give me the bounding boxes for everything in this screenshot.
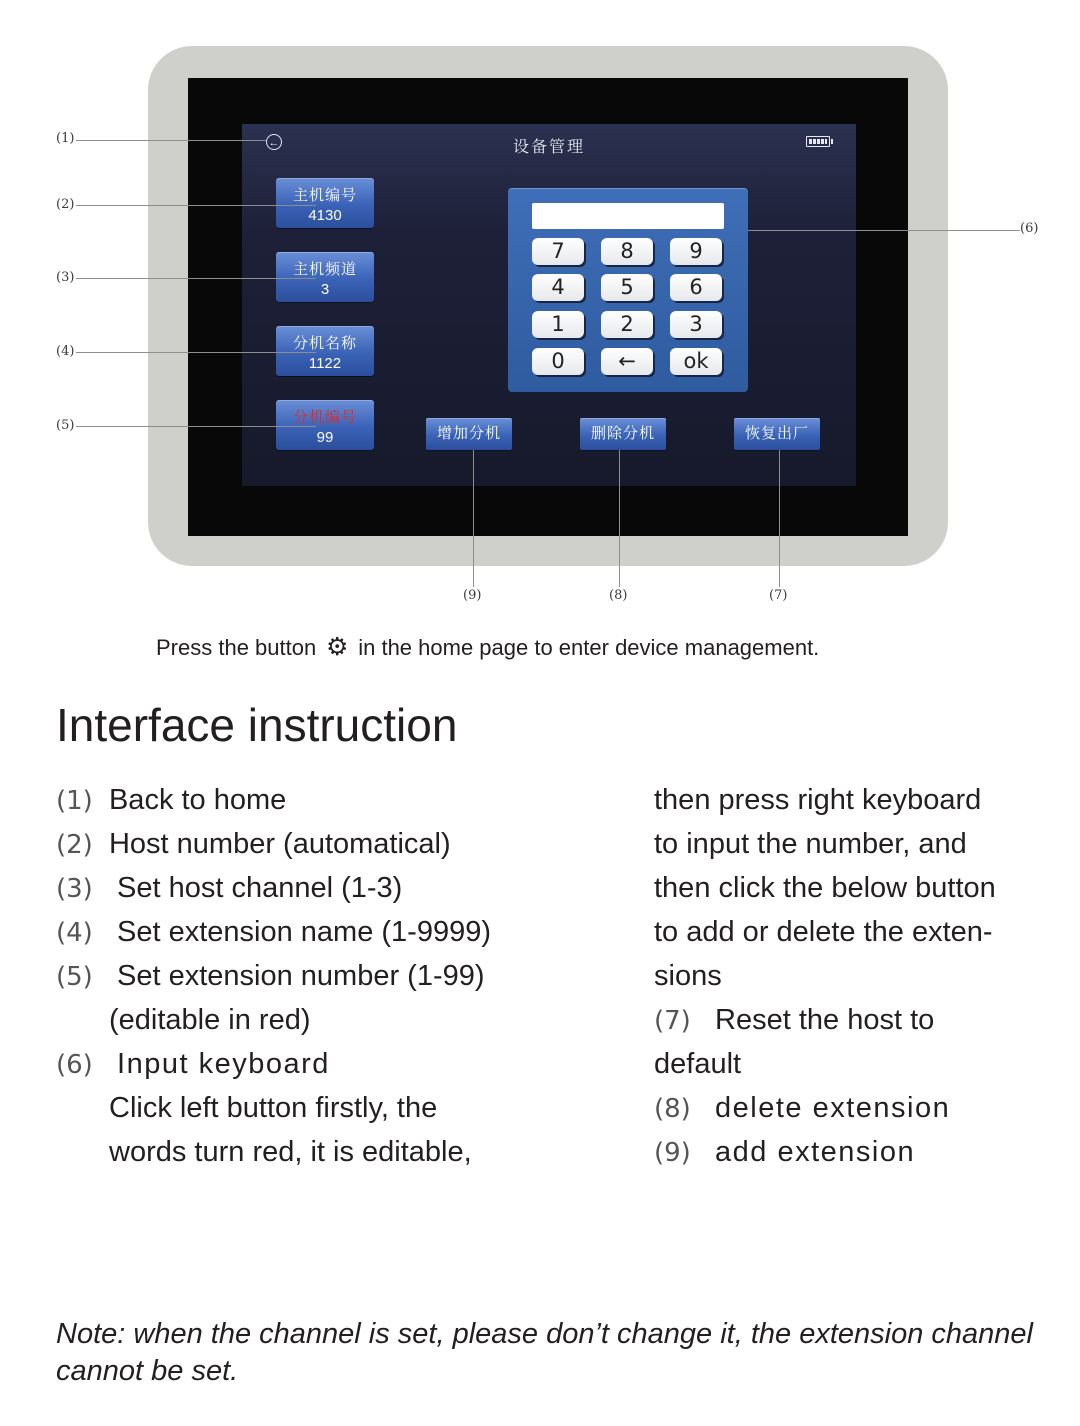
callout-2: (2): [56, 197, 75, 212]
list-item: (5) Set extension number (1-99): [56, 960, 485, 992]
factory-reset-button[interactable]: 恢复出厂: [734, 418, 820, 450]
list-item: default: [654, 1048, 742, 1080]
callout-1: (1): [56, 131, 75, 146]
add-extension-button[interactable]: 增加分机: [426, 418, 512, 450]
callout-6: (6): [1020, 221, 1039, 236]
list-item: (8) delete extension: [654, 1092, 951, 1124]
list-item: (3) Set host channel (1-3): [56, 872, 403, 904]
key-6[interactable]: 6: [670, 274, 722, 301]
callout-line-6: [748, 230, 1020, 231]
list-item: (4) Set extension name (1-9999): [56, 916, 492, 948]
callout-5: (5): [56, 418, 75, 433]
list-item: (9) add extension: [654, 1136, 916, 1168]
extension-number-value: 99: [316, 429, 334, 446]
list-item: to add or delete the exten-: [654, 916, 993, 948]
key-5[interactable]: 5: [601, 274, 653, 301]
key-8[interactable]: 8: [601, 238, 653, 265]
callout-9: (9): [463, 588, 482, 603]
extension-number-button[interactable]: [276, 400, 374, 450]
callout-7: (7): [769, 588, 788, 603]
list-item: (editable in red): [109, 1004, 311, 1036]
extension-name-label: 分机名称: [292, 335, 357, 352]
list-item: (2) Host number (automatical): [56, 828, 451, 860]
list-item: (1) Back to home: [56, 784, 287, 816]
extension-name-value: 1122: [308, 355, 342, 372]
key-3[interactable]: 3: [670, 311, 722, 338]
key-7[interactable]: 7: [532, 238, 584, 265]
list-item: then click the below button: [654, 872, 996, 904]
callout-line-2: [76, 205, 316, 206]
back-arrow-icon[interactable]: ←: [266, 134, 282, 150]
key-0[interactable]: 0: [532, 348, 584, 375]
extension-name-button[interactable]: [276, 326, 374, 376]
keypad-input-field[interactable]: [532, 203, 724, 229]
host-channel-value: 3: [320, 281, 330, 298]
list-item: sions: [654, 960, 722, 992]
list-item: (6) Input keyboard: [56, 1048, 330, 1080]
battery-icon: [806, 136, 830, 147]
callout-line-5: [76, 426, 316, 427]
list-item: words turn red, it is editable,: [109, 1136, 472, 1168]
list-item: then press right keyboard: [654, 784, 982, 816]
delete-extension-button[interactable]: 删除分机: [580, 418, 666, 450]
host-channel-button[interactable]: [276, 252, 374, 302]
callout-4: (4): [56, 344, 75, 359]
key-ok[interactable]: ok: [670, 348, 722, 375]
callout-line-3: [76, 278, 316, 279]
callout-line-7: [779, 450, 780, 587]
host-number-label: 主机编号: [292, 187, 357, 204]
list-item: (7) Reset the host to: [654, 1004, 935, 1036]
key-2[interactable]: 2: [601, 311, 653, 338]
instruction-after: in the home page to enter device management.: [358, 635, 820, 660]
callout-line-4: [76, 352, 316, 353]
callout-line-9: [473, 450, 474, 587]
section-heading: Interface instruction: [56, 699, 458, 751]
key-4[interactable]: 4: [532, 274, 584, 301]
callout-line-1: [76, 140, 266, 141]
key-9[interactable]: 9: [670, 238, 722, 265]
callout-line-8: [619, 450, 620, 587]
instruction-line: [156, 632, 819, 662]
callout-8: (8): [609, 588, 628, 603]
extension-number-label: 分机编号: [292, 409, 357, 426]
list-item: Click left button firstly, the: [109, 1092, 438, 1124]
gear-icon: ⚙: [326, 633, 349, 661]
instruction-before: Press the button: [156, 635, 317, 660]
host-number-button[interactable]: [276, 178, 374, 228]
host-number-value: 4130: [308, 207, 342, 224]
note-text: Note: when the channel is set, please don’t change it, the extension channel cannot be set.: [56, 1318, 1033, 1387]
device-screen: [242, 124, 856, 486]
key-1[interactable]: 1: [532, 311, 584, 338]
key-backspace[interactable]: ←: [601, 348, 653, 375]
host-channel-label: 主机频道: [292, 261, 357, 278]
list-item: to input the number, and: [654, 828, 967, 860]
screen-title: 设备管理: [512, 139, 585, 156]
callout-3: (3): [56, 270, 75, 285]
